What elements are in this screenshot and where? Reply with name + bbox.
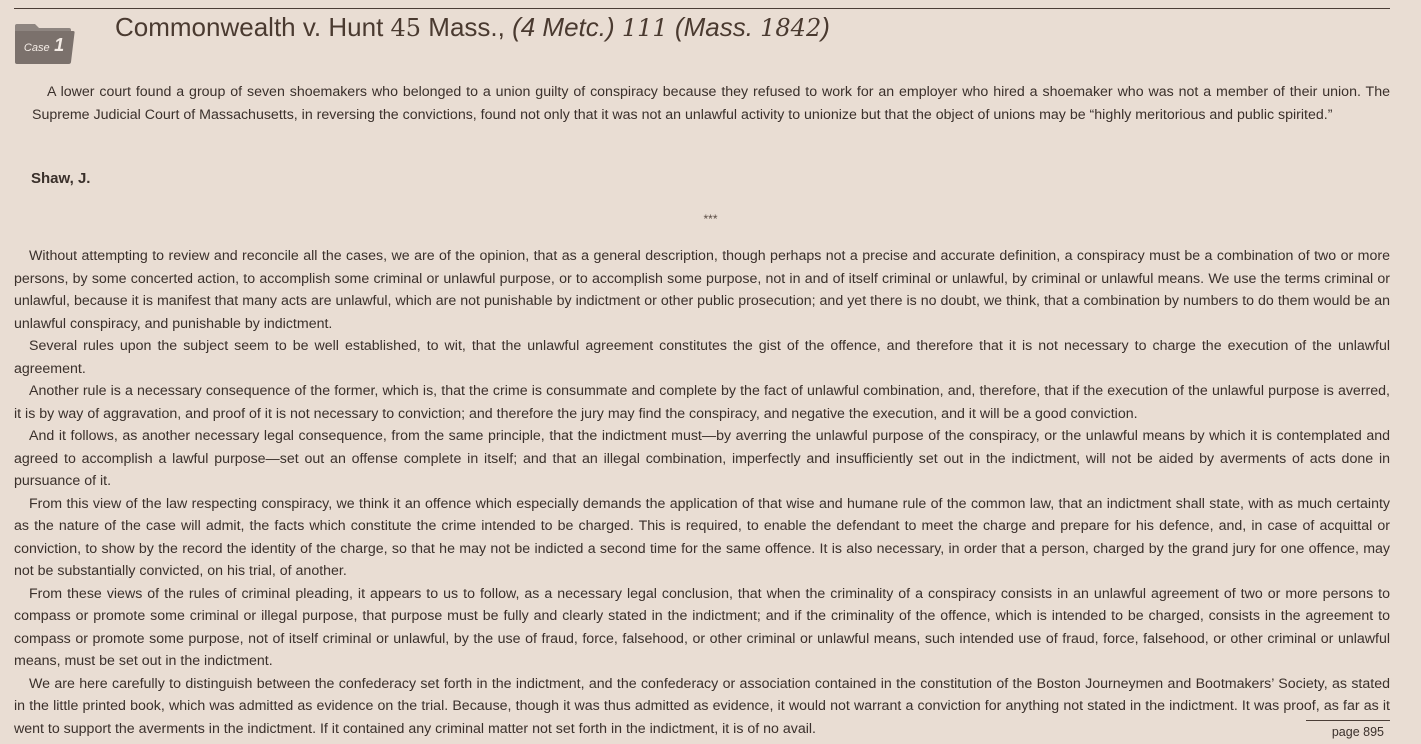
opinion-paragraph: And it follows, as another necessary legal consequence, from the same principle, that the indictment must—by averring the unlawful purpose of the conspiracy, or the unlawful means by which it is contemplated and agreed to accomplish a lawful purpose—set out an offense complete in itself; and that an illegal combination, imperfectly and insufficiently set out in the indictment, will not be aided by averments of acts done in pursuance of it. <box>14 428 1390 489</box>
case-word: Case <box>23 42 50 54</box>
case-label <box>13 35 75 56</box>
case-number: 1 <box>54 35 65 55</box>
title-page: 111 <box>621 14 668 42</box>
opinion-paragraph: From these views of the rules of criminal pleading, it appears to us to follow, as a necessary legal conclusion, that when the criminality of a conspiracy consists in an unlawful agreement of two or more persons to compass or promote some criminal or illegal purpose, that purpose must be fully and clearly stated in the indictment; and if the criminality of the offence, which is intended to be charged, consists in the agreement to compass or promote some purpose, not of itself criminal or unlawful, by the use of fraud, force, falsehood, or other criminal or unlawful means, such intended use of fraud, force, falsehood, or other criminal or unlawful means, must be set out in the indictment. <box>14 585 1390 669</box>
opinion-paragraph: From this view of the law respecting conspiracy, we think it an offence which especially demands the application of that wise and humane rule of the common law, that an indictment shall state, with as much certainty as the nature of the case will admit, the facts which constitute the crime intended to be charged. This is required, to enable the defendant to meet the charge and prepare for his defence, and, in case of acquittal or conviction, to show by the record the identity of the charge, so that he may not be indicted a second time for the same offence. It is also necessary, in order that a person, charged by the grand jury for one offence, may not be substantially convicted, on his trial, of another. <box>14 495 1390 579</box>
title-volume: 45 <box>390 14 422 42</box>
opinion-paragraph: We are here carefully to distinguish between the confederacy set forth in the indictment, and the confederacy or association contained in the constitution of the Boston Journeymen and Bootmakers’ Society, as stated in the little printed book, which was admitted as evidence on the trial. Because, though it was thus admitted as evidence, it would not warrant a conviction for anything not stated in the indictment. It was proof, as far as it went to support the averments in the indictment. If it contained any criminal matter not set forth in the indictment, it is of no avail. <box>14 675 1390 737</box>
opinion-text <box>14 245 1390 740</box>
judge-name: Shaw, J. <box>31 170 91 187</box>
title-cite: (4 Metc.) <box>512 12 622 42</box>
title-close: ) <box>821 12 830 42</box>
top-rule <box>14 8 1390 9</box>
opinion-paragraph: Without attempting to review and reconcile all the cases, we are of the opinion, that as a general description, though perhaps not a precise and accurate definition, a conspiracy must be a combination of two or more persons, by some concerted action, to accomplish some criminal or unlawful purpose, or to accomplish some purpose, not in and of itself criminal or unlawful, by criminal or unlawful means. We use the terms criminal or unlawful, because it is manifest that many acts are unlawful, which are not punishable by indictment or other public prosecution; and yet there is no doubt, we think, that a combination by numbers to do them would be an unlawful conspiracy, and punishable by indictment. <box>14 248 1390 332</box>
section-separator: *** <box>703 212 718 226</box>
title-court: (Mass. <box>667 12 761 42</box>
page-marker <box>1306 720 1390 739</box>
case-badge <box>13 22 73 64</box>
opinion-paragraph: Several rules upon the subject seem to be well established, to wit, that the unlawful agreement constitutes the gist of the offence, and therefore that it is not necessary to charge the execution of the unlawful agreement. <box>14 338 1390 377</box>
page-title <box>115 12 830 43</box>
title-year: 1842 <box>760 14 822 42</box>
title-case-name: Commonwealth v. Hunt <box>115 12 391 42</box>
page-number: page 895 <box>1331 725 1384 739</box>
title-reporter: Mass., <box>421 12 513 42</box>
opinion-paragraph: Another rule is a necessary consequence of the former, which is, that the crime is consummate and complete by the fact of unlawful combination, and, therefore, that if the execution of the unlawful purpose is averred, it is by way of aggravation, and proof of it is not necessary to conviction; and therefore the jury may find the conspiracy, and negative the execution, and it will be a good conviction. <box>14 383 1390 422</box>
case-intro: A lower court found a group of seven shoemakers who belonged to a union guilty of conspiracy because they refused to work for an employer who hired a shoemaker who was not a member of their union. The Supreme Judicial Court of Massachusetts, in reversing the convictions, found not only that it was not an unlawful activity to unionize but that the object of unions may be “highly meritorious and public spirited.” <box>32 84 1390 123</box>
